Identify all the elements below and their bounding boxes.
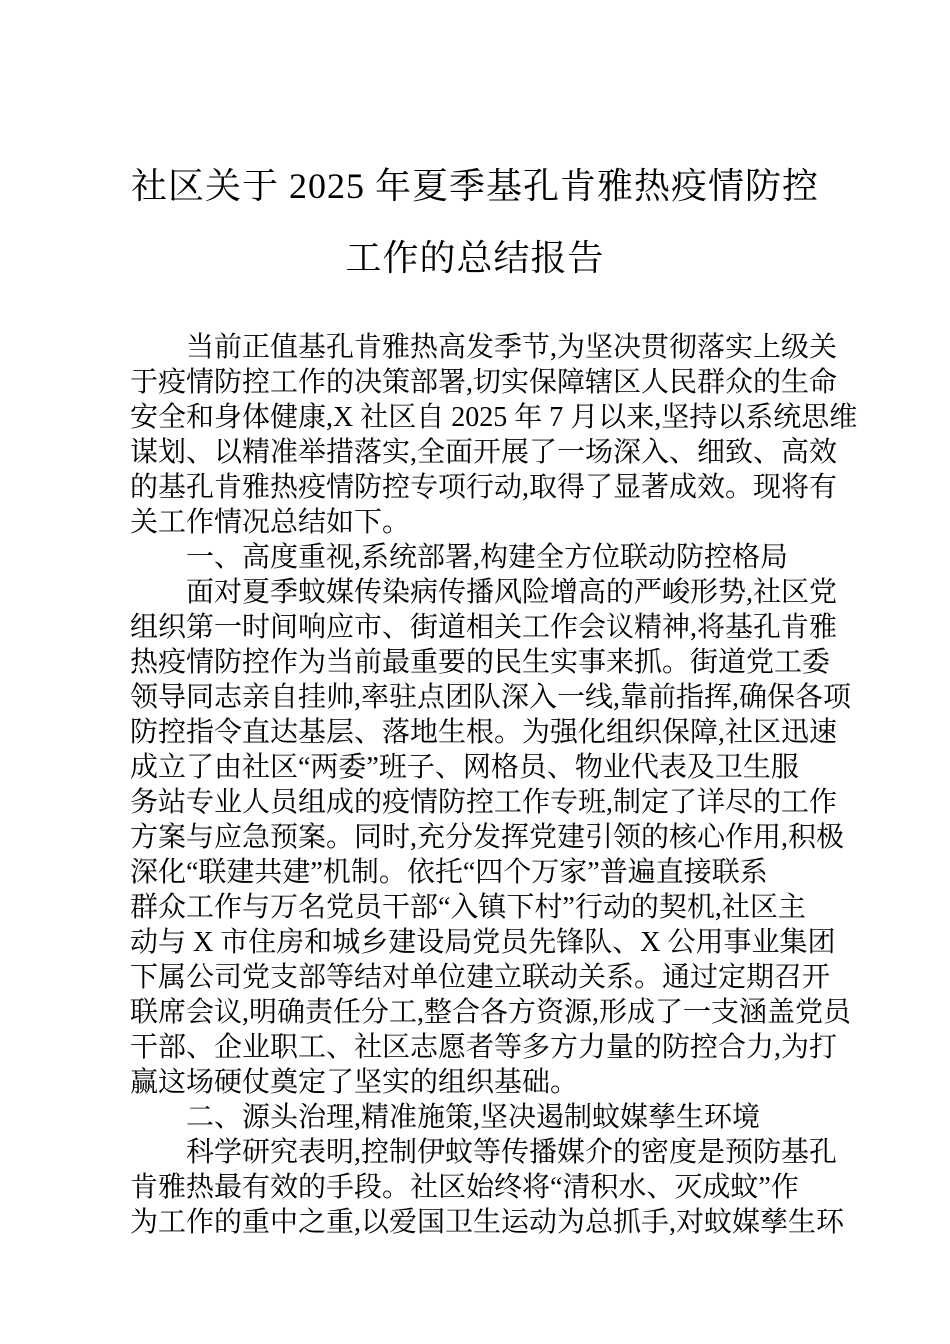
document-title-line-2: 工作的总结报告 <box>345 238 605 278</box>
text-line: 一、高度重视,系统部署,构建全方位联动防控格局 <box>186 542 789 573</box>
text-line: 下属公司党支部等结对单位建立联动关系。通过定期召开 <box>130 962 831 993</box>
text-line: 安全和身体健康,X 社区自 2025 年 7 月以来,坚持以系统思维 <box>130 402 858 433</box>
text-line: 务站专业人员组成的疫情防控工作专班,制定了详尽的工作 <box>130 787 838 818</box>
text-line: 群众工作与万名党员干部“入镇下村”行动的契机,社区主 <box>130 892 806 923</box>
text-line: 的基孔肯雅热疫情防控专项行动,取得了显著成效。现将有 <box>130 472 838 503</box>
text-line: 干部、企业职工、社区志愿者等多方力量的防控合力,为打 <box>130 1032 838 1063</box>
text-line: 成立了由社区“两委”班子、网格员、物业代表及卫生服 <box>130 752 799 783</box>
text-line: 组织第一时间响应市、街道相关工作会议精神,将基孔肯雅 <box>130 612 838 643</box>
text-line: 于疫情防控工作的决策部署,切实保障辖区人民群众的生命 <box>130 367 838 398</box>
text-line: 领导同志亲自挂帅,率驻点团队深入一线,靠前指挥,确保各项 <box>130 682 852 713</box>
text-line: 赢这场硬仗奠定了坚实的组织基础。 <box>130 1067 579 1098</box>
text-line: 关工作情况总结如下。 <box>130 507 411 538</box>
text-line: 方案与应急预案。同时,充分发挥党建引领的核心作用,积极 <box>130 822 845 853</box>
text-line: 防控指令直达基层、落地生根。为强化组织保障,社区迅速 <box>130 717 838 748</box>
text-line: 动与 X 市住房和城乡建设局党员先锋队、X 公用事业集团 <box>130 927 836 958</box>
text-line: 深化“联建共建”机制。依托“四个万家”普遍直接联系 <box>130 857 768 888</box>
text-line: 当前正值基孔肯雅热高发季节,为坚决贯彻落实上级关 <box>186 332 838 363</box>
text-line: 热疫情防控作为当前最重要的民生实事来抓。街道党工委 <box>130 647 831 678</box>
document-body <box>130 330 858 1240</box>
text-line: 科学研究表明,控制伊蚊等传播媒介的密度是预防基孔 <box>186 1137 838 1168</box>
text-line: 肯雅热最有效的手段。社区始终将“清积水、灭成蚊”作 <box>130 1172 799 1203</box>
text-line: 谋划、以精准举措落实,全面开展了一场深入、细致、高效 <box>130 437 838 468</box>
text-line: 联席会议,明确责任分工,整合各方资源,形成了一支涵盖党员 <box>130 997 852 1028</box>
document-title <box>0 150 950 294</box>
document-title-line-1: 社区关于 2025 年夏季基孔肯雅热疫情防控 <box>130 166 819 206</box>
text-line: 二、源头治理,精准施策,坚决遏制蚊媒孳生环境 <box>186 1102 761 1133</box>
text-line: 面对夏季蚊媒传染病传播风险增高的严峻形势,社区党 <box>186 577 838 608</box>
text-line: 为工作的重中之重,以爱国卫生运动为总抓手,对蚊媒孳生环 <box>130 1207 845 1238</box>
